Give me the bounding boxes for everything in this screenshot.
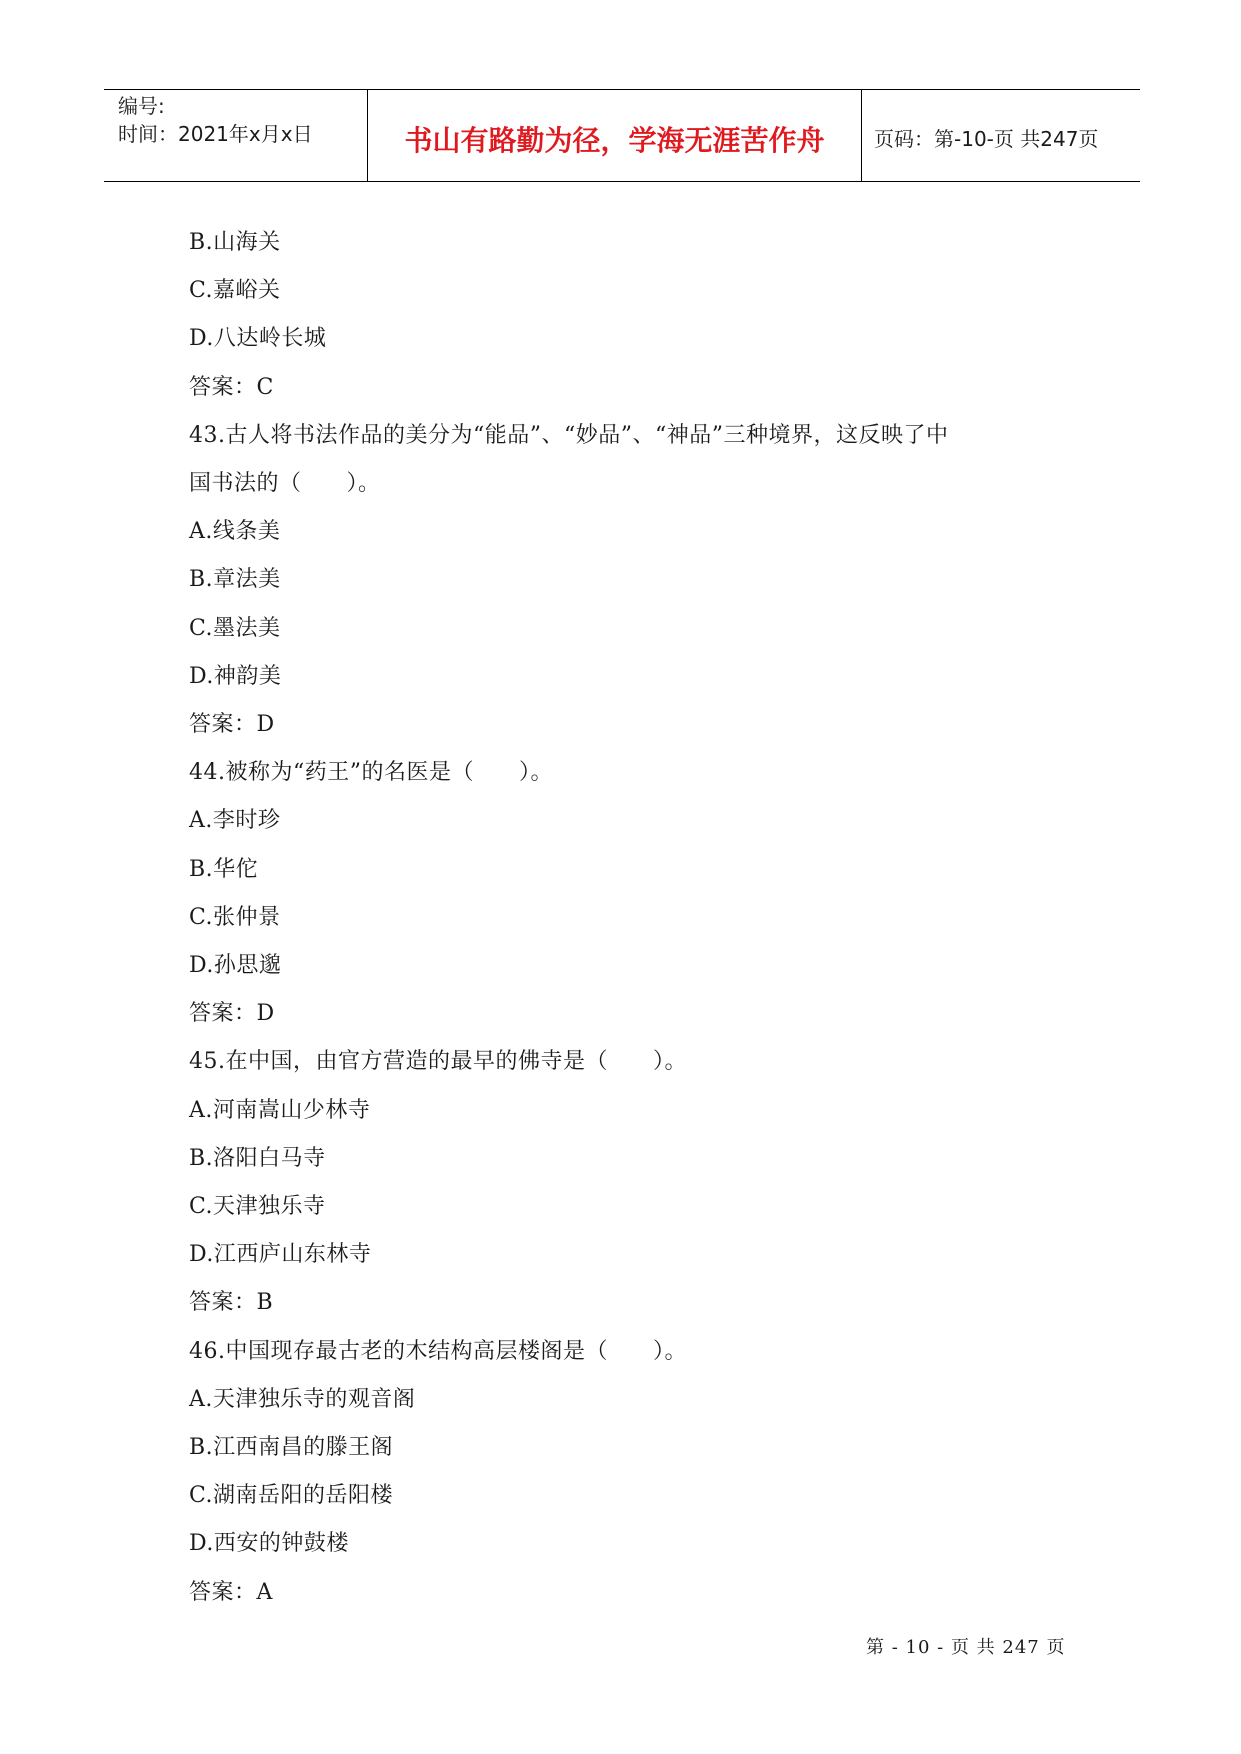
text-line: D.神韵美: [189, 663, 282, 689]
text-line: C.天津独乐寺: [189, 1194, 326, 1220]
text-line: C.嘉峪关: [189, 278, 281, 304]
text-line: B.章法美: [189, 567, 281, 593]
answer-line: 答案：B: [189, 1290, 274, 1316]
text-line: D.西安的钟鼓楼: [189, 1531, 349, 1557]
answer-line: 答案：A: [189, 1579, 273, 1605]
header-motto: 书山有路勤为径，学海无涯苦作舟: [368, 90, 862, 181]
document-body: [189, 219, 1069, 1617]
question-line: 46.中国现存最古老的木结构高层楼阁是（ ）。: [189, 1338, 687, 1364]
text-line: D.孙思邈: [189, 953, 282, 979]
text-line: B.江西南昌的滕王阁: [189, 1435, 394, 1461]
answer-line: 答案：D: [189, 1001, 275, 1027]
header-page-number: 页码：第-10-页 共247页: [874, 127, 1099, 151]
date-label: 时间：2021年x月x日: [118, 122, 313, 146]
question-line: 45.在中国，由官方营造的最早的佛寺是（ ）。: [189, 1049, 687, 1075]
text-line: C.湖南岳阳的岳阳楼: [189, 1483, 394, 1509]
page-header: [104, 89, 1140, 182]
text-line: C.张仲景: [189, 904, 281, 930]
text-line: C.墨法美: [189, 615, 281, 641]
text-line: B.山海关: [189, 230, 281, 255]
text-line: D.江西庐山东林寺: [189, 1242, 372, 1268]
question-line: 43.古人将书法作品的美分为“能品”、“妙品”、“神品”三种境界，这反映了中: [189, 422, 949, 448]
page-footer: 第 - 10 - 页 共 247 页: [866, 1637, 1066, 1658]
header-meta: [104, 90, 368, 181]
text-line: B.洛阳白马寺: [189, 1145, 326, 1171]
text-line: D.八达岭长城: [189, 326, 327, 352]
question-line: 国书法的（ ）。: [189, 471, 381, 497]
serial-number-label: 编号:: [118, 94, 165, 118]
answer-line: 答案：D: [189, 712, 275, 738]
answer-line: 答案：C: [189, 374, 274, 400]
text-line: A.河南嵩山少林寺: [189, 1097, 371, 1123]
text-line: A.天津独乐寺的观音阁: [189, 1386, 416, 1412]
text-line: A.线条美: [189, 519, 281, 545]
text-line: B.华佗: [189, 856, 259, 882]
question-line: 44.被称为“药王”的名医是（ ）。: [189, 760, 553, 786]
text-line: A.李时珍: [189, 808, 281, 834]
